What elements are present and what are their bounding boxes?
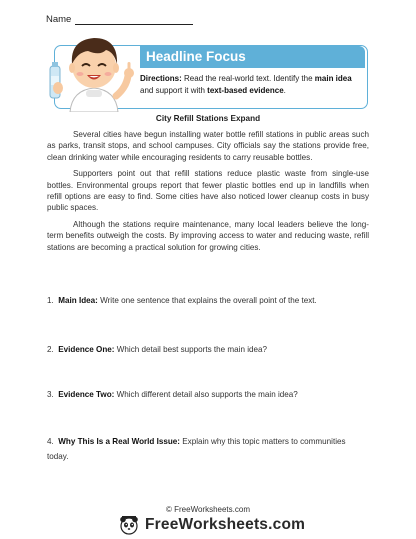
question-2 [47, 342, 377, 357]
logo-com: .com [268, 516, 306, 533]
directions-end: . [283, 86, 286, 95]
directions-evidence: text-based evidence [207, 86, 284, 95]
directions-part1: Read the real-world text. Identify the [184, 74, 313, 83]
question-text: Write one sentence that explains the overall point of the text. [100, 296, 317, 305]
logo-free: Free [145, 516, 179, 533]
question-text: Which different detail also supports the main idea? [116, 390, 298, 399]
name-label: Name [46, 14, 72, 25]
panda-icon [118, 514, 140, 536]
question-number: 1. [47, 296, 54, 305]
article-headline: City Refill Stations Expand [155, 114, 261, 123]
paragraph: Supporters point out that refill stations reduce plastic waste from single-use bottles. Environmental groups report that fewer plastic bottles end up in landfills when refill options are easy to find. Some cities have also noticed lower cleanup costs in busy public spaces. [47, 169, 369, 213]
question-label: Main Idea: [58, 296, 98, 305]
directions-text [140, 73, 362, 97]
question-text: Which detail best supports the main idea? [116, 345, 268, 354]
question-label: Evidence One: [58, 345, 115, 354]
article-passage [47, 129, 369, 258]
logo-worksheets: Worksheets [178, 516, 269, 533]
directions-label: Directions: [140, 74, 182, 83]
paragraph: Several cities have begun installing water bottle refill stations in public areas such as parks, transit stops, and school campuses. City officials say the stations provide free, clean drinking water while encouraging residents to carry reusable bottles. [47, 130, 369, 162]
question-4 [47, 434, 369, 464]
freeworksheets-logo [118, 514, 305, 536]
question-text: Explain why this topic matters to communities today. [47, 437, 346, 461]
question-1 [47, 293, 377, 308]
banner-title: Headline Focus [146, 49, 246, 64]
directions-main-idea: main idea [314, 74, 352, 83]
question-3 [47, 387, 377, 402]
kid-with-bottle-illustration [48, 24, 140, 112]
paragraph: Although the stations require maintenance, many local leaders believe the long-term benefits outweigh the costs. By improving access to water and reducing waste, refill stations are becoming a practical solution for growing cities. [47, 219, 369, 252]
question-number: 3. [47, 390, 54, 399]
question-number: 2. [47, 345, 54, 354]
footer-copyright: © FreeWorksheets.com [166, 505, 250, 514]
question-label: Evidence Two: [58, 390, 115, 399]
question-label: Why This Is a Real World Issue: [58, 437, 180, 446]
directions-part2: and support it with [140, 86, 205, 95]
question-number: 4. [47, 437, 54, 446]
